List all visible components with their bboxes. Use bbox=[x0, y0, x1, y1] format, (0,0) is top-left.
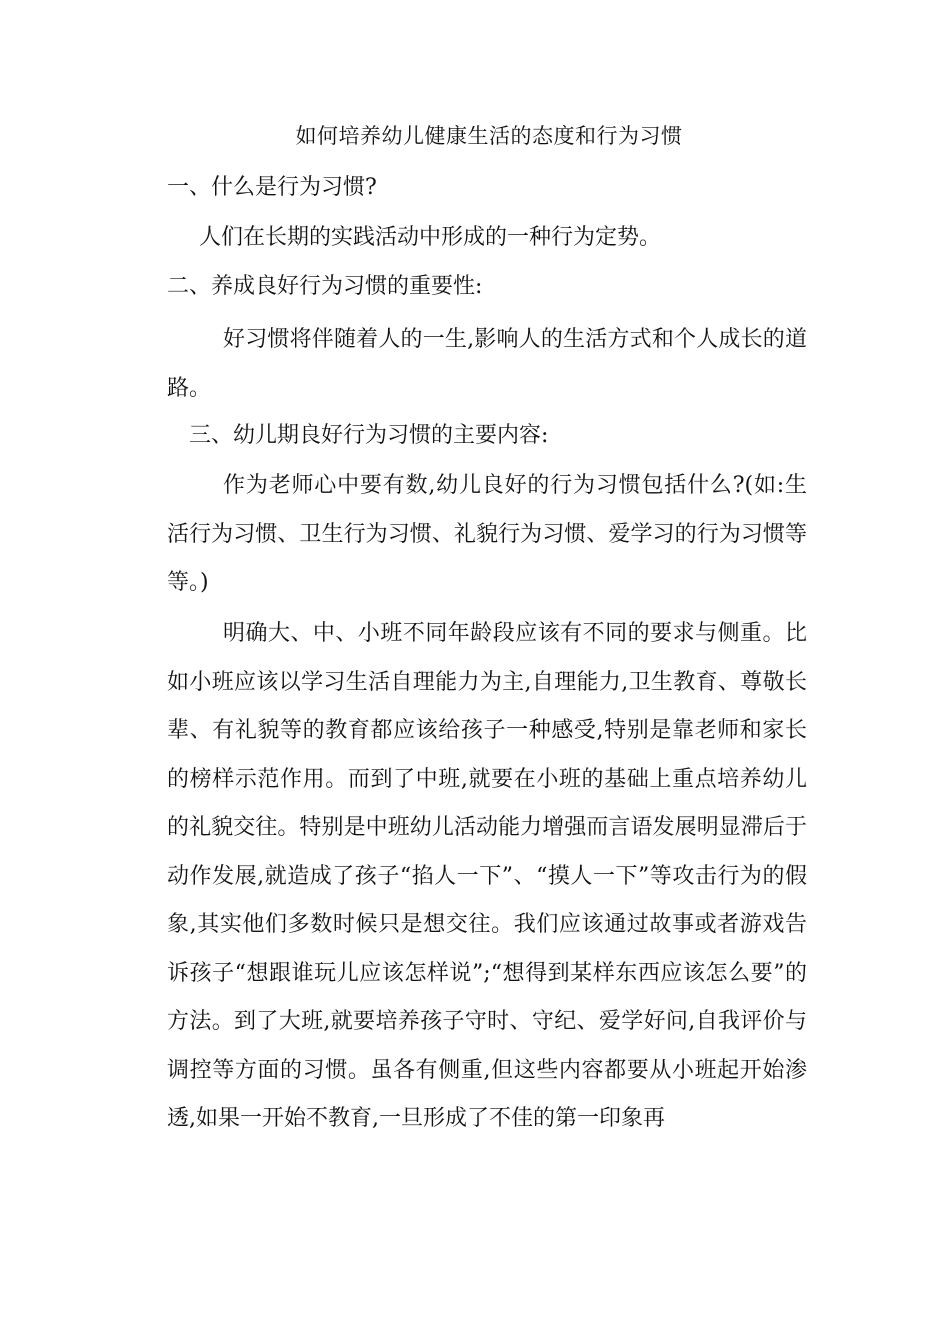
section-2-heading: 二、养成良好行为习惯的重要性: bbox=[167, 274, 483, 299]
section-2-paragraph bbox=[167, 316, 807, 413]
section-3-paragraph-1 bbox=[167, 462, 807, 608]
section-3-paragraph-2-text: 明确大、中、小班不同年龄段应该有不同的要求与侧重。比如小班应该以学习生活自理能力为主,自理能力,卫生教育、尊敬长辈、有礼貌等的教育都应该给孩子一种感受,特别是靠老师和家长的榜样示范作用。而到了中班,就要在小班的基础上重点培养幼儿的礼貌交往。特别是中班幼儿活动能力增强而言语发展明显滞后于动作发展,就造成了孩子“掐人一下”、“摸人一下”等攻击行为的假象,其实他们多数时候只是想交往。我们应该通过故事或者游戏告诉孩子“想跟谁玩儿应该怎样说”;“想得到某样东西应该怎么要”的方法。到了大班,就要培养孩子守时、守纪、爱学好问,自我评价与调控等方面的习惯。虽各有侧重,但这些内容都要从小班起开始渗透,如果一开始不教育,一旦形成了不佳的第一印象再 bbox=[167, 621, 807, 1131]
section-1-heading: 一、什么是行为习惯? bbox=[167, 175, 377, 200]
section-2-paragraph-text: 好习惯将伴随着人的一生,影响人的生活方式和个人成长的道路。 bbox=[167, 327, 807, 401]
section-3-heading: 三、幼儿期良好行为习惯的主要内容: bbox=[189, 423, 549, 448]
document-title: 如何培养幼儿健康生活的态度和行为习惯 bbox=[295, 124, 683, 148]
section-3-paragraph-1-text: 作为老师心中要有数,幼儿良好的行为习惯包括什么?(如:生活行为习惯、卫生行为习惯、礼貌行为习惯、爱学习的行为习惯等等。) bbox=[167, 473, 807, 595]
section-1-paragraph: 人们在长期的实践活动中形成的一种行为定势。 bbox=[199, 225, 662, 250]
section-3-paragraph-2 bbox=[167, 610, 807, 1144]
